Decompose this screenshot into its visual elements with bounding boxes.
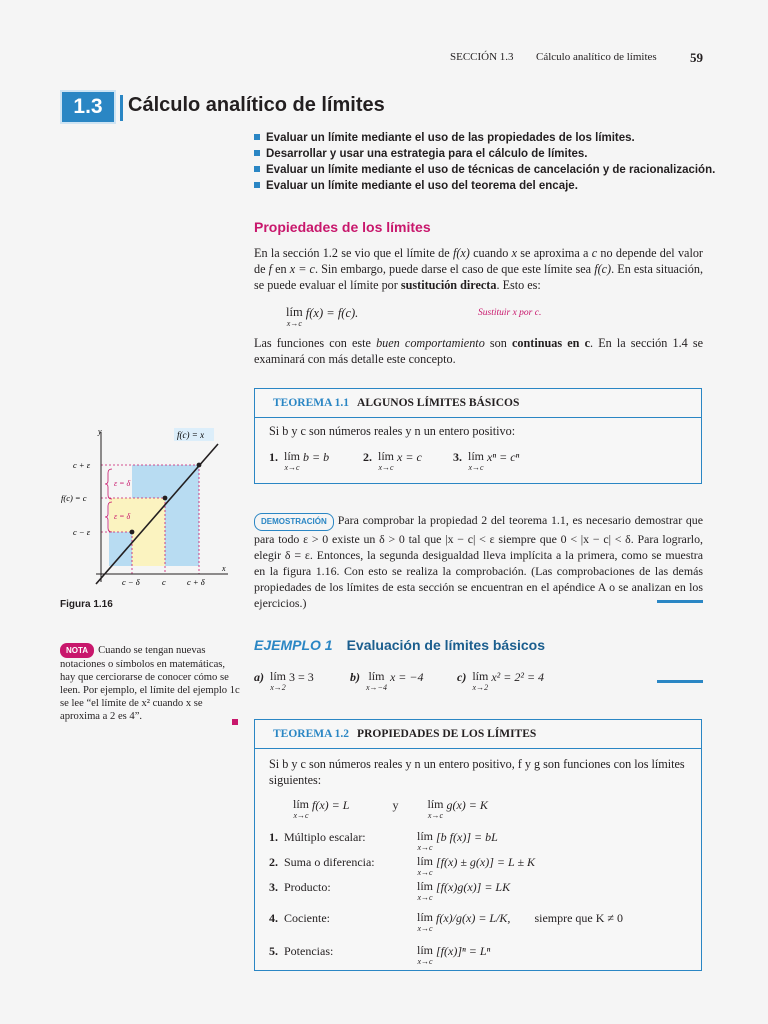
objective-item: Desarrollar y usar una estrategia para el cálculo de límites. [254, 146, 588, 162]
property-row: 5. Potencias: [269, 944, 334, 958]
theorem-item: 3. lím x→c xⁿ = cⁿ [453, 449, 520, 472]
intro-paragraph: En la sección 1.2 se vio que el límite de f(x) cuando x se aproxima a c no depende del valor de f en x = c. Sin embargo, puede darse el caso de que este límite sea f(c). En esta situación, se puede evaluar el límite por sustitución directa. Esto es: [254, 246, 703, 292]
epsilon-label: ε = δ [114, 479, 131, 488]
example-item: a) lím x→2 3 = 3 [254, 669, 314, 692]
subsection-heading: Propiedades de los límites [254, 219, 431, 235]
property-row: 2. Suma o diferencia: [269, 855, 375, 869]
note-end-marker [232, 719, 238, 725]
example-item: c) lím x→2 x² = 2² = 4 [457, 669, 545, 692]
objective-item: Evaluar un límite mediante el uso del teorema del encaje. [254, 178, 578, 194]
property-formula: lím x→c [b f(x)] = bL [417, 829, 498, 852]
continuity-paragraph: Las funciones con este buen comportamiento son continuas en c. En la sección 1.4 se examinará con más detalle este concepto. [254, 336, 704, 366]
bullet-icon [254, 166, 260, 172]
proof-paragraph: DEMOSTRACIÓN Para comprobar la propiedad 2 del teorema 1.1, es necesario demostrar que para todo ε > 0 existe un δ > 0 tal que |x − c| < ε siempre que 0 < |x − c| < δ. Para lograrlo, elegir δ = ε. Entonces, la segunda desigualdad lleva implícita a la primera, como se muestra en la figura 1.16. Con esto se realiza la comprobación. (Las comprobaciones de las demás propiedades de los límites de esta sección se encuentran en el apéndice A o se analizan en los ejercicios.) [254, 513, 703, 610]
bullet-icon [254, 182, 260, 188]
theorem-header: TEOREMA 1.2 PROPIEDADES DE LOS LÍMITES [255, 720, 701, 749]
example-item: b) lím x→−4 x = −4 [350, 669, 424, 692]
section-title: Cálculo analítico de límites [128, 94, 385, 116]
note-tag: NOTA [60, 643, 94, 658]
header-section: SECCIÓN 1.3 [450, 51, 514, 63]
x-tick: c + δ [187, 577, 205, 587]
page-number: 59 [690, 50, 703, 65]
epsilon-label: ε = δ [114, 512, 131, 521]
section-number-badge: 1.3 [60, 90, 116, 124]
bullet-icon [254, 134, 260, 140]
proof-end-marker [657, 600, 703, 603]
figure-1-16 [56, 422, 236, 596]
proof-tag: DEMOSTRACIÓN [254, 513, 334, 531]
objective-item: Evaluar un límite mediante el uso de técnicas de cancelación y de racionalización. [254, 162, 715, 178]
theorem-header: TEOREMA 1.1 ALGUNOS LÍMITES BÁSICOS [255, 389, 701, 418]
example-end-marker [657, 680, 703, 683]
example-heading: EJEMPLO 1 Evaluación de límites básicos [254, 637, 546, 653]
margin-note: Sustituir x por c. [478, 308, 542, 318]
y-tick: c + ε [73, 460, 91, 470]
property-row: 3. Producto: [269, 880, 331, 894]
property-row: 1. Múltiplo escalar: [269, 830, 366, 844]
note-box: NOTA Cuando se tengan nuevas notaciones o símbolos en matemáticas, hay que cerciorarse de conocer cómo se leen. Por ejemplo, el límite del ejemplo 1c se lee “el límite de x² cuando x se aproxima a 2 es 4”. [60, 645, 240, 722]
theorem-intro: Si b y c son números reales y n un entero positivo: [269, 424, 516, 438]
figure-caption: Figura 1.16 [60, 599, 113, 610]
property-formula: lím x→c [f(x) ± g(x)] = L ± K [417, 854, 536, 877]
objective-item: Evaluar un límite mediante el uso de las propiedades de los límites. [254, 130, 635, 146]
header-title: Cálculo analítico de límites [536, 51, 657, 63]
x-axis-label: x [222, 564, 226, 573]
theorem-1-1-box [254, 388, 702, 484]
theorem-item: 2. lím x→c x = c [363, 449, 422, 472]
property-formula: lím x→c [f(x)]ⁿ = Lⁿ [417, 943, 491, 966]
y-tick: f(c) = c [61, 493, 87, 503]
x-tick: c − δ [122, 577, 140, 587]
property-formula: lím x→c f(x)/g(x) = L/K, siempre que K ≠ 0 [417, 910, 624, 933]
theorem-1-2-box [254, 719, 702, 971]
theorem-item: 1. lím x→c b = b [269, 449, 330, 472]
direct-substitution-formula: lím x→c f(x) = f(c). [286, 305, 359, 328]
x-tick: c [162, 577, 166, 587]
fx-label: f(c) = x [177, 430, 205, 440]
bullet-icon [254, 150, 260, 156]
y-axis-label: y [98, 427, 102, 436]
property-formula: lím x→c [f(x)g(x)] = LK [417, 879, 511, 902]
theorem-intro: Si b y c son números reales y n un entero positivo, f y g son funciones con los límites siguientes: [269, 757, 685, 787]
property-row: 4. Cociente: [269, 911, 330, 925]
section-title-bar [120, 95, 123, 121]
y-tick: c − ε [73, 527, 91, 537]
given-limits: lím x→c f(x) = L y lím x→c g(x) = K [293, 797, 488, 820]
